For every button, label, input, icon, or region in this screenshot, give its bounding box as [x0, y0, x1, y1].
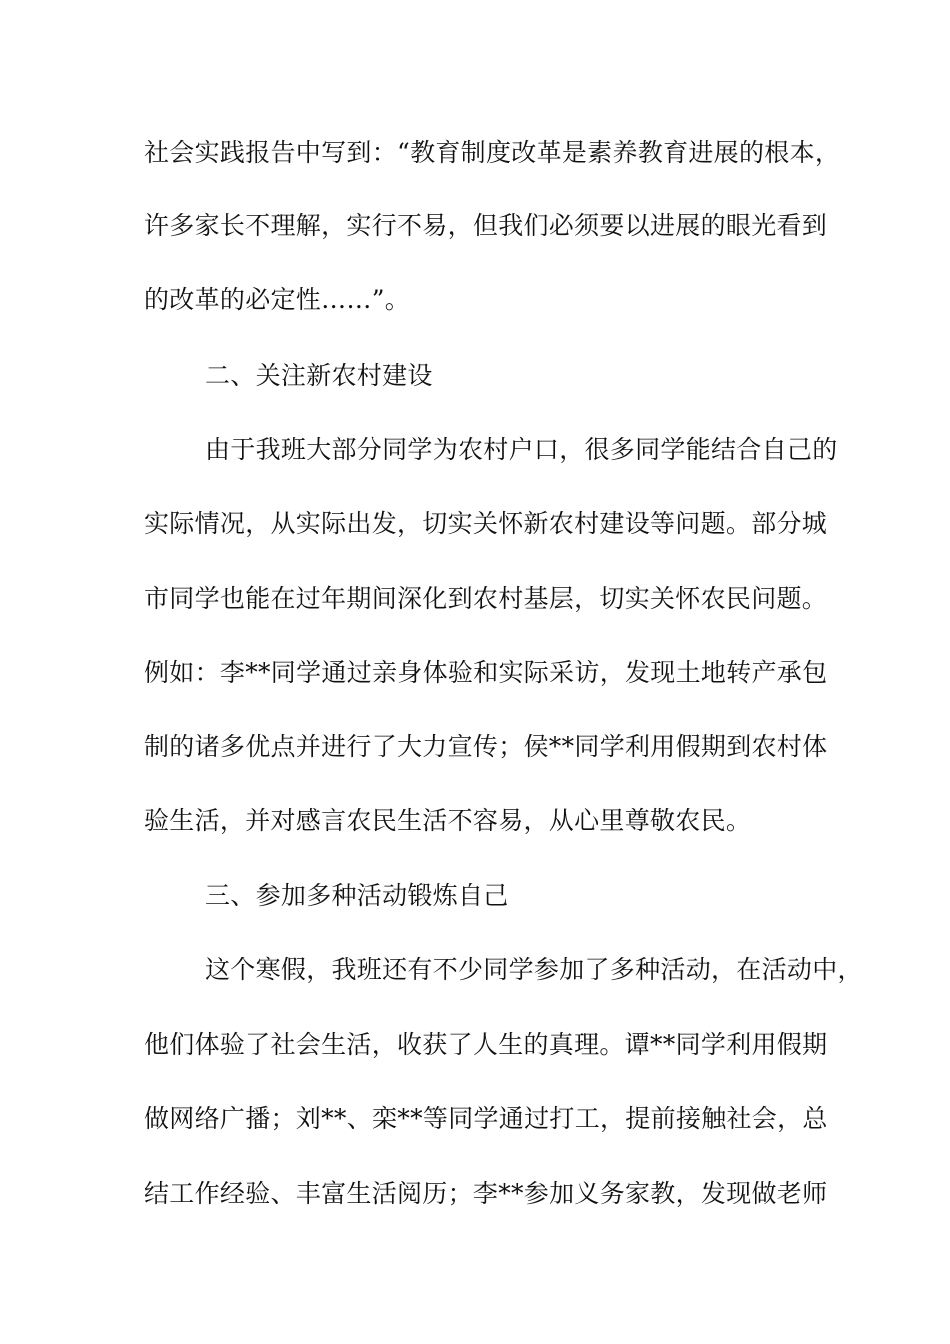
paragraph-line: 社会实践报告中写到：“教育制度改革是素养教育进展的根本，: [144, 138, 841, 167]
section-heading-2: 二、关注新农村建设: [205, 361, 433, 390]
paragraph-line: 这个寒假，我班还有不少同学参加了多种活动，在活动中，: [205, 955, 863, 984]
paragraph-line: 由于我班大部分同学为农村户口，很多同学能结合自己的: [205, 435, 838, 464]
paragraph-line: 做网络广播；刘**、栾**等同学通过打工，提前接触社会，总: [144, 1104, 828, 1133]
paragraph-line: 验生活，并对感言农民生活不容易，从心里尊敬农民。: [144, 806, 752, 835]
paragraph-line: 的改革的必定性……”。: [144, 285, 411, 314]
section-heading-3: 三、参加多种活动锻炼自己: [205, 881, 509, 910]
paragraph-line: 结工作经验、丰富生活阅历；李**参加义务家教，发现做老师: [144, 1179, 828, 1208]
paragraph-line: 例如：李**同学通过亲身体验和实际采访，发现土地转产承包: [144, 658, 828, 687]
paragraph-line: 制的诸多优点并进行了大力宣传；侯**同学利用假期到农村体: [144, 732, 828, 761]
paragraph-line: 市同学也能在过年期间深化到农村基层，切实关怀农民问题。: [144, 584, 828, 613]
paragraph-line: 许多家长不理解，实行不易，但我们必须要以进展的眼光看到: [144, 211, 828, 240]
paragraph-line: 他们体验了社会生活，收获了人生的真理。谭**同学利用假期: [144, 1030, 828, 1059]
paragraph-line: 实际情况，从实际出发，切实关怀新农村建设等问题。部分城: [144, 509, 828, 538]
